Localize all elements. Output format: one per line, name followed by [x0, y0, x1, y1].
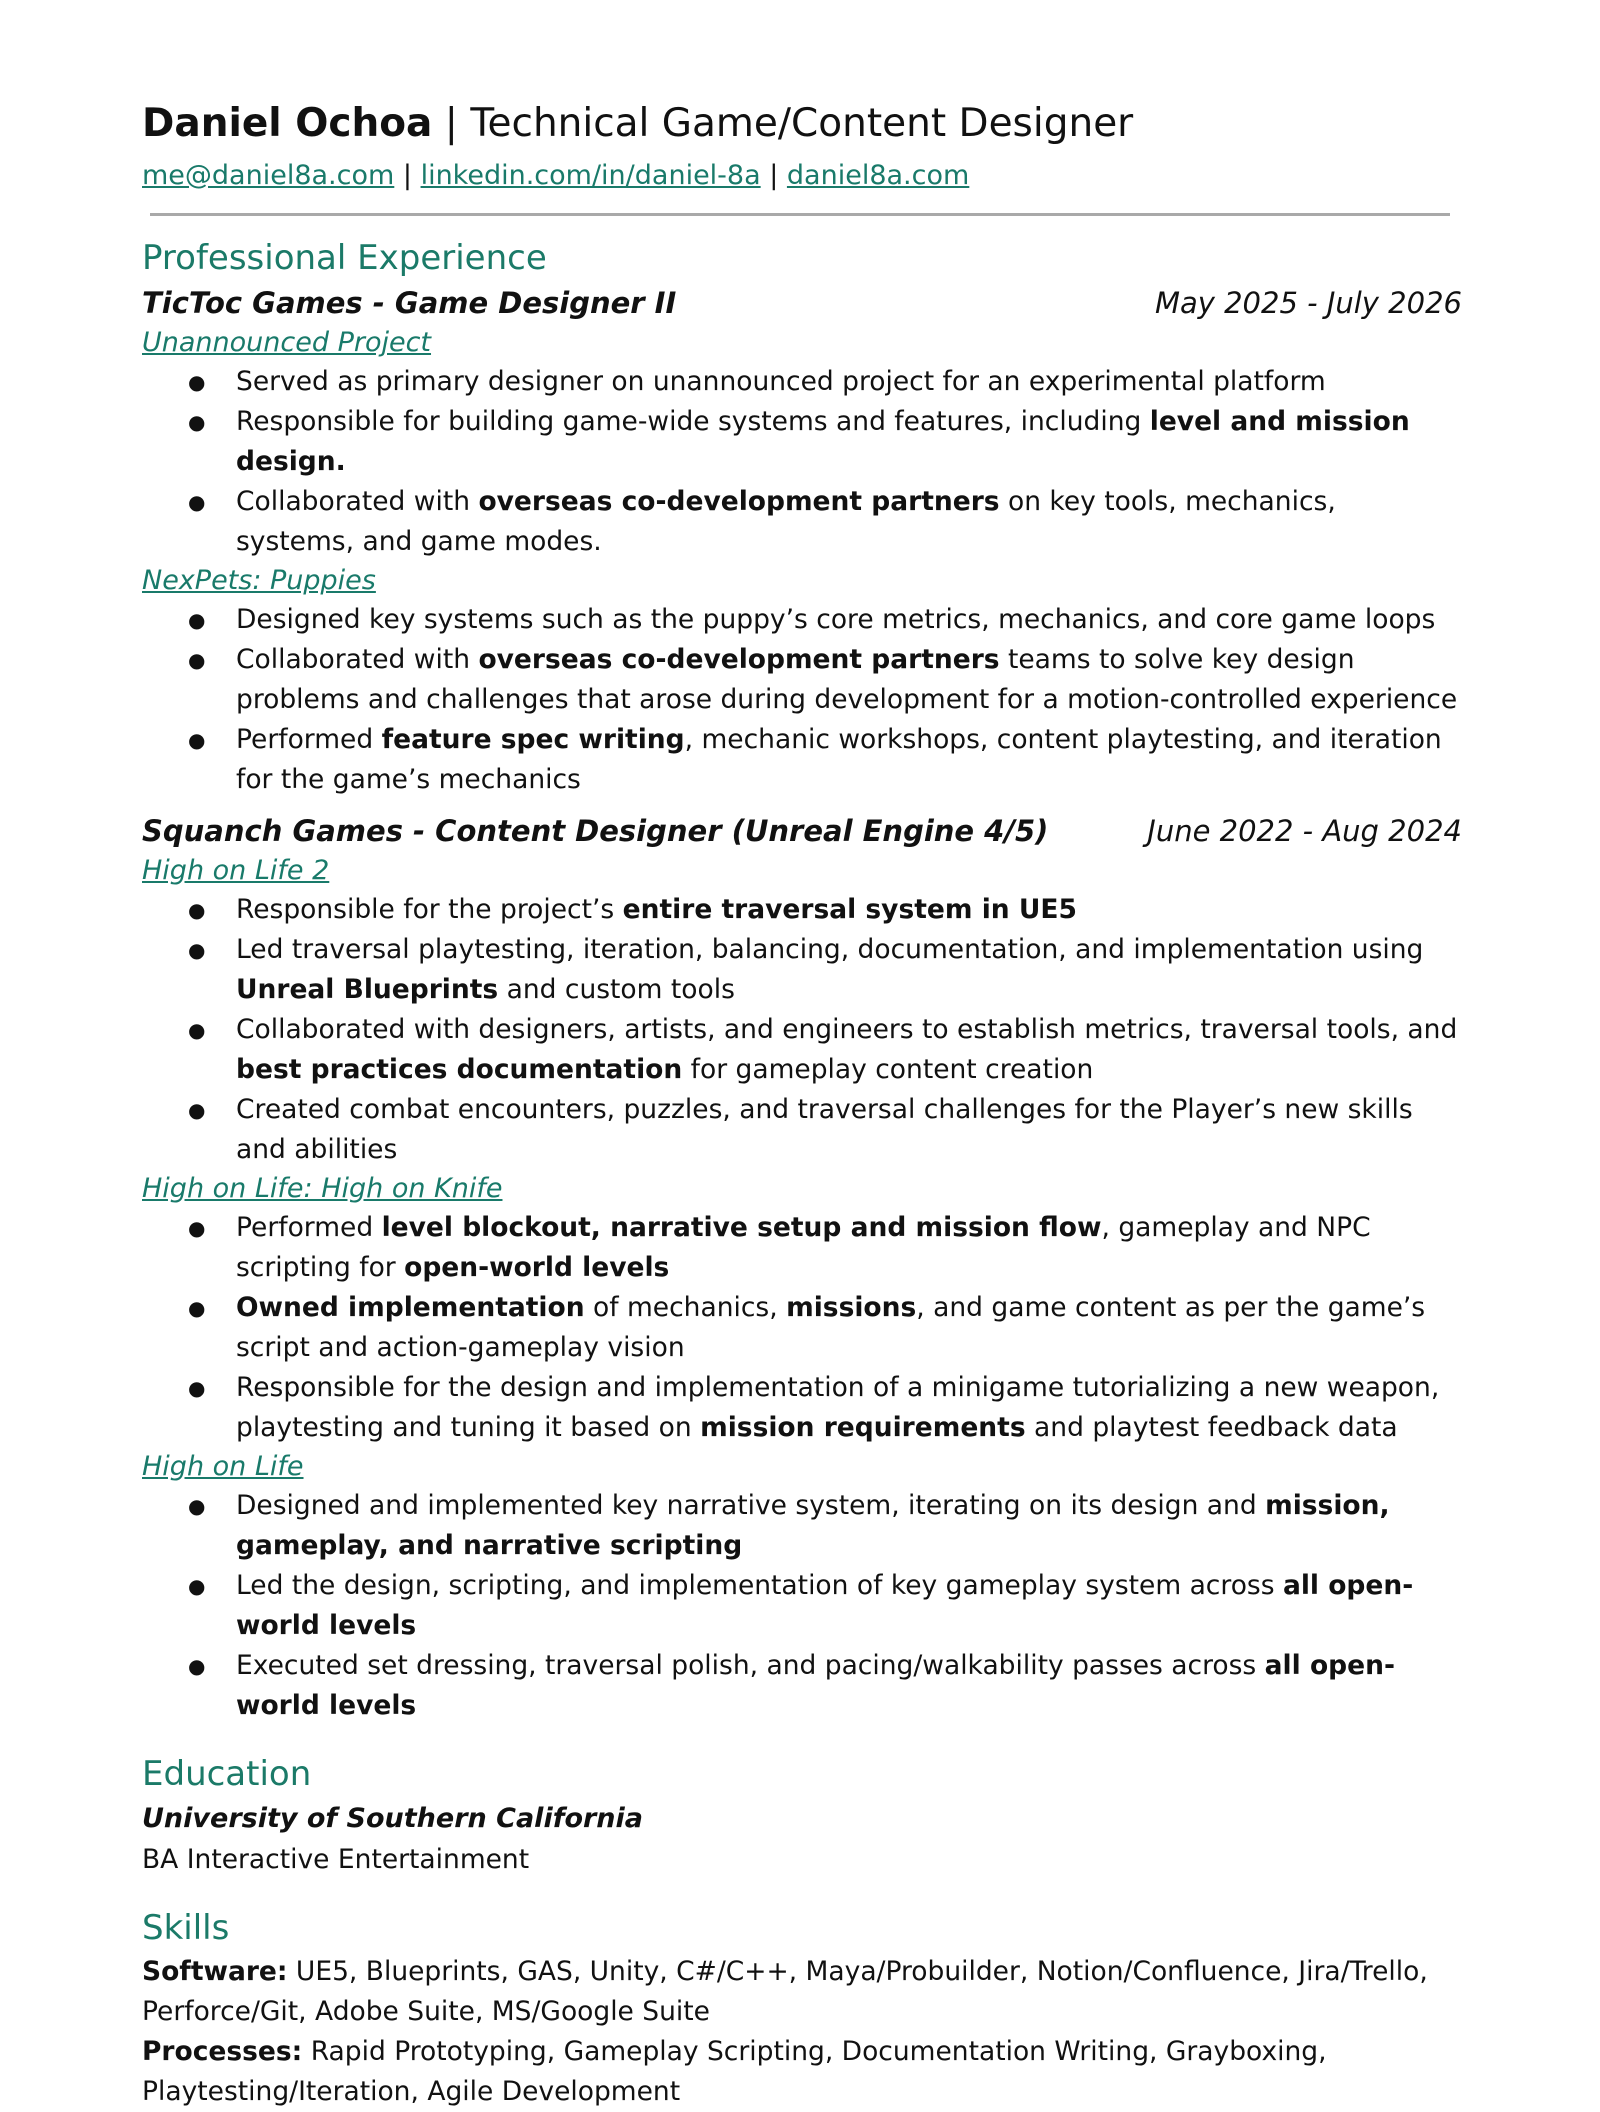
resume-header — [142, 96, 1133, 196]
bullet-item — [236, 1208, 1462, 1288]
bullet-emphasis: Owned implementation — [236, 1292, 585, 1323]
bullet-text: , gameplay and NPC scripting for — [236, 1212, 1371, 1283]
bullet-list — [142, 600, 1462, 800]
skills-software — [142, 1952, 1462, 2032]
email-link[interactable]: me@daniel8a.com — [142, 160, 395, 191]
bullet-text: Performed — [236, 1212, 382, 1243]
experience-list — [142, 282, 1462, 1726]
bullet-emphasis: best practices documentation — [236, 1054, 683, 1085]
contact-separator: | — [394, 160, 421, 191]
skills-software-text: UE5, Blueprints, GAS, Unity, C#/C++, Maya/Probuilder, Notion/Confluence, Jira/Trello, Perforce/Git, Adobe Suite, MS/Google Suite — [142, 1956, 1428, 2027]
bullet-list — [142, 890, 1462, 1170]
contact-line — [142, 156, 1133, 196]
project-link[interactable]: NexPets: Puppies — [142, 565, 376, 596]
bullet-text: Led the design, scripting, and implementation of key gameplay system across — [236, 1570, 1283, 1601]
bullet-item — [236, 720, 1462, 800]
candidate-name: Daniel Ochoa — [142, 101, 433, 146]
bullet-text: Performed — [236, 724, 382, 755]
skills-processes-label: Processes: — [142, 2036, 303, 2067]
job-title: Squanch Games - Content Designer (Unreal Engine 4/5) — [142, 814, 1049, 848]
bullet-item — [236, 482, 1462, 562]
project-link[interactable]: High on Life — [142, 1451, 304, 1482]
name-separator: | — [432, 101, 471, 146]
bullet-item — [236, 1090, 1462, 1170]
bullet-item — [236, 1368, 1462, 1448]
project-link[interactable]: High on Life 2 — [142, 855, 330, 886]
bullet-item — [236, 1010, 1462, 1090]
skills-processes-text: Rapid Prototyping, Gameplay Scripting, Documentation Writing, Grayboxing, Playtesting/Iteration, Agile Development — [142, 2036, 1327, 2107]
bullet-list — [142, 1208, 1462, 1448]
bullet-text: Collaborated with designers, artists, and engineers to establish metrics, traversal tools, and — [236, 1014, 1458, 1045]
website-link[interactable]: daniel8a.com — [786, 160, 970, 191]
bullet-emphasis: level blockout, narrative setup and mission flow — [381, 1212, 1102, 1243]
bullet-text: , mechanic workshops, content playtesting, and iteration for the game’s mechanics — [236, 724, 1442, 795]
candidate-title: Technical Game/Content Designer — [470, 101, 1134, 146]
bullet-emphasis: Unreal Blueprints — [236, 974, 499, 1005]
skills-heading: Skills — [142, 1908, 230, 1948]
header-divider — [150, 213, 1450, 216]
bullet-item — [236, 600, 1462, 640]
bullet-text: Responsible for the project’s — [236, 894, 623, 925]
bullet-text: Served as primary designer on unannounced project for an experimental platform — [236, 366, 1326, 397]
education-heading: Education — [142, 1754, 312, 1794]
bullet-text: for gameplay content creation — [682, 1054, 1094, 1085]
bullet-emphasis: all open-world levels — [236, 1570, 1414, 1641]
bullet-emphasis: missions — [786, 1292, 917, 1323]
experience-heading: Professional Experience — [142, 238, 547, 278]
bullet-text: Executed set dressing, traversal polish, and pacing/walkability passes across — [236, 1650, 1265, 1681]
bullet-emphasis: open-world levels — [404, 1252, 670, 1283]
skills-processes — [142, 2032, 1462, 2112]
bullet-text: Collaborated with — [236, 644, 479, 675]
bullet-emphasis: overseas co-development partners — [478, 486, 1000, 517]
bullet-item — [236, 1646, 1462, 1726]
job-title: TicToc Games - Game Designer II — [142, 286, 677, 320]
bullet-text: , and game content as per the game’s script and action-gameplay vision — [236, 1292, 1426, 1363]
bullet-emphasis: mission, gameplay, and narrative scripting — [236, 1490, 1390, 1561]
bullet-item — [236, 1486, 1462, 1566]
bullet-item — [236, 640, 1462, 720]
bullet-text: on key tools, mechanics, systems, and game modes. — [236, 486, 1336, 557]
job-dates: June 2022 - Aug 2024 — [1147, 814, 1462, 848]
contact-separator: | — [760, 160, 787, 191]
bullet-text: Designed and implemented key narrative system, iterating on its design and — [236, 1490, 1266, 1521]
bullet-text: Responsible for the design and implementation of a minigame tutorializing a new weapon, playtesting and tuning it based on — [236, 1372, 1440, 1443]
bullet-emphasis: overseas co-development partners — [478, 644, 1000, 675]
bullet-text: Designed key systems such as the puppy’s core metrics, mechanics, and core game loops — [236, 604, 1436, 635]
bullet-item — [236, 362, 1462, 402]
name-line — [142, 96, 1133, 152]
bullet-emphasis: mission requirements — [700, 1412, 1026, 1443]
skills-software-label: Software: — [142, 1956, 288, 1987]
bullet-item — [236, 402, 1462, 482]
bullet-text: teams to solve key design problems and challenges that arose during development for a motion-controlled experience — [236, 644, 1458, 715]
linkedin-link[interactable]: linkedin.com/in/daniel-8a — [420, 160, 761, 191]
bullet-list — [142, 1486, 1462, 1726]
bullet-item — [236, 890, 1462, 930]
bullet-item — [236, 1288, 1462, 1368]
bullet-emphasis: all open-world levels — [236, 1650, 1395, 1721]
project-link[interactable]: Unannounced Project — [142, 327, 432, 358]
bullet-text: Responsible for building game-wide systems and features, including — [236, 406, 1150, 437]
bullet-text: Collaborated with — [236, 486, 479, 517]
bullet-text: and custom tools — [498, 974, 735, 1005]
project-link[interactable]: High on Life: High on Knife — [142, 1173, 503, 1204]
job-header — [142, 282, 1462, 324]
bullet-text: of mechanics, — [584, 1292, 787, 1323]
bullet-emphasis: entire traversal system in UE5 — [622, 894, 1077, 925]
education-school: University of Southern California — [142, 1803, 644, 1834]
bullet-emphasis: feature spec writing — [381, 724, 685, 755]
bullet-list — [142, 362, 1462, 562]
job-header — [142, 810, 1462, 852]
bullet-text: and playtest feedback data — [1025, 1412, 1398, 1443]
bullet-item — [236, 1566, 1462, 1646]
bullet-text: Led traversal playtesting, iteration, balancing, documentation, and implementation using — [236, 934, 1424, 965]
bullet-item — [236, 930, 1462, 1010]
bullet-text: Created combat encounters, puzzles, and traversal challenges for the Player’s new skills and abilities — [236, 1094, 1413, 1165]
job-dates: May 2025 - July 2026 — [1154, 286, 1462, 320]
bullet-emphasis: level and mission design. — [236, 406, 1410, 477]
education-degree: BA Interactive Entertainment — [142, 1844, 530, 1875]
resume-body — [142, 234, 1462, 2112]
